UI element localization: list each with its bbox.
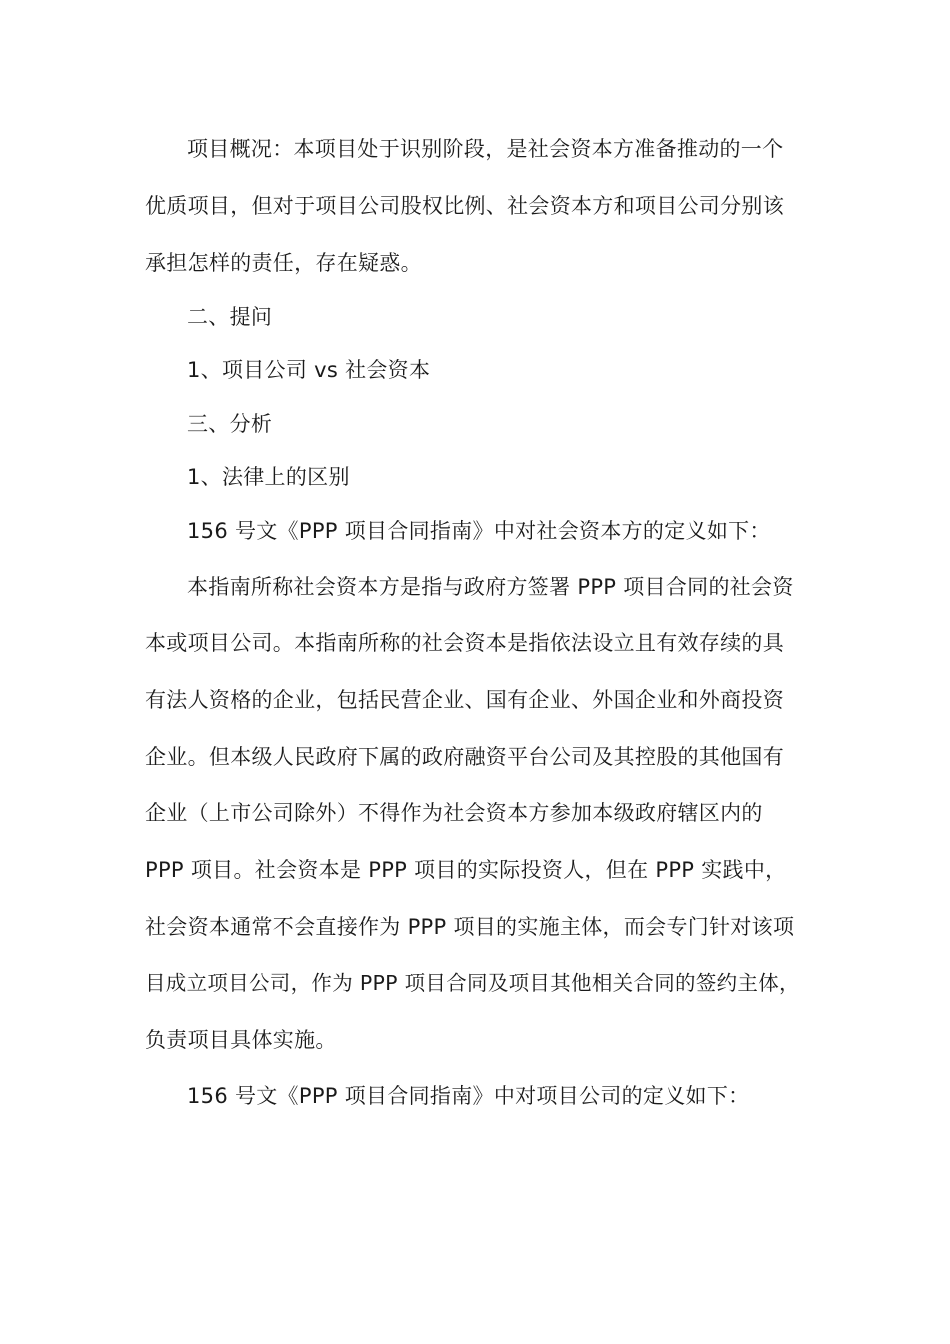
paragraph-definition-line-2: 本或项目公司。本指南所称的社会资本是指依法设立且有效存续的具 (145, 631, 784, 655)
paragraph-project-overview-line-2: 优质项目，但对于项目公司股权比例、社会资本方和项目公司分别该 (145, 194, 784, 218)
paragraph-definition-line-6: PPP 项目。社会资本是 PPP 项目的实际投资人，但在 PPP 实践中， (145, 858, 787, 882)
section-heading-questions: 二、提问 (187, 305, 273, 329)
paragraph-definition-line-3: 有法人资格的企业，包括民营企业、国有企业、外国企业和外商投资 (145, 688, 784, 712)
paragraph-project-overview-line-1: 项目概况：本项目处于识别阶段，是社会资本方准备推动的一个 (187, 137, 784, 161)
question-item-1: 1、项目公司 vs 社会资本 (187, 358, 431, 382)
paragraph-definition-line-9: 负责项目具体实施。 (145, 1028, 337, 1052)
section-heading-analysis: 三、分析 (187, 412, 273, 436)
paragraph-project-overview-line-3: 承担怎样的责任，存在疑惑。 (145, 251, 422, 275)
paragraph-definition-line-8: 目成立项目公司，作为 PPP 项目合同及项目其他相关合同的签约主体， (145, 971, 800, 995)
paragraph-project-company-intro: 156 号文《PPP 项目合同指南》中对项目公司的定义如下： (187, 1084, 750, 1108)
paragraph-social-capital-intro: 156 号文《PPP 项目合同指南》中对社会资本方的定义如下： (187, 519, 771, 543)
paragraph-definition-line-1: 本指南所称社会资本方是指与政府方签署 PPP 项目合同的社会资 (187, 575, 794, 599)
paragraph-definition-line-7: 社会资本通常不会直接作为 PPP 项目的实施主体，而会专门针对该项 (145, 915, 795, 939)
paragraph-definition-line-4: 企业。但本级人民政府下属的政府融资平台公司及其控股的其他国有 (145, 745, 784, 769)
analysis-subheading-1: 1、法律上的区别 (187, 465, 350, 489)
paragraph-definition-line-5: 企业（上市公司除外）不得作为社会资本方参加本级政府辖区内的 (145, 801, 763, 825)
